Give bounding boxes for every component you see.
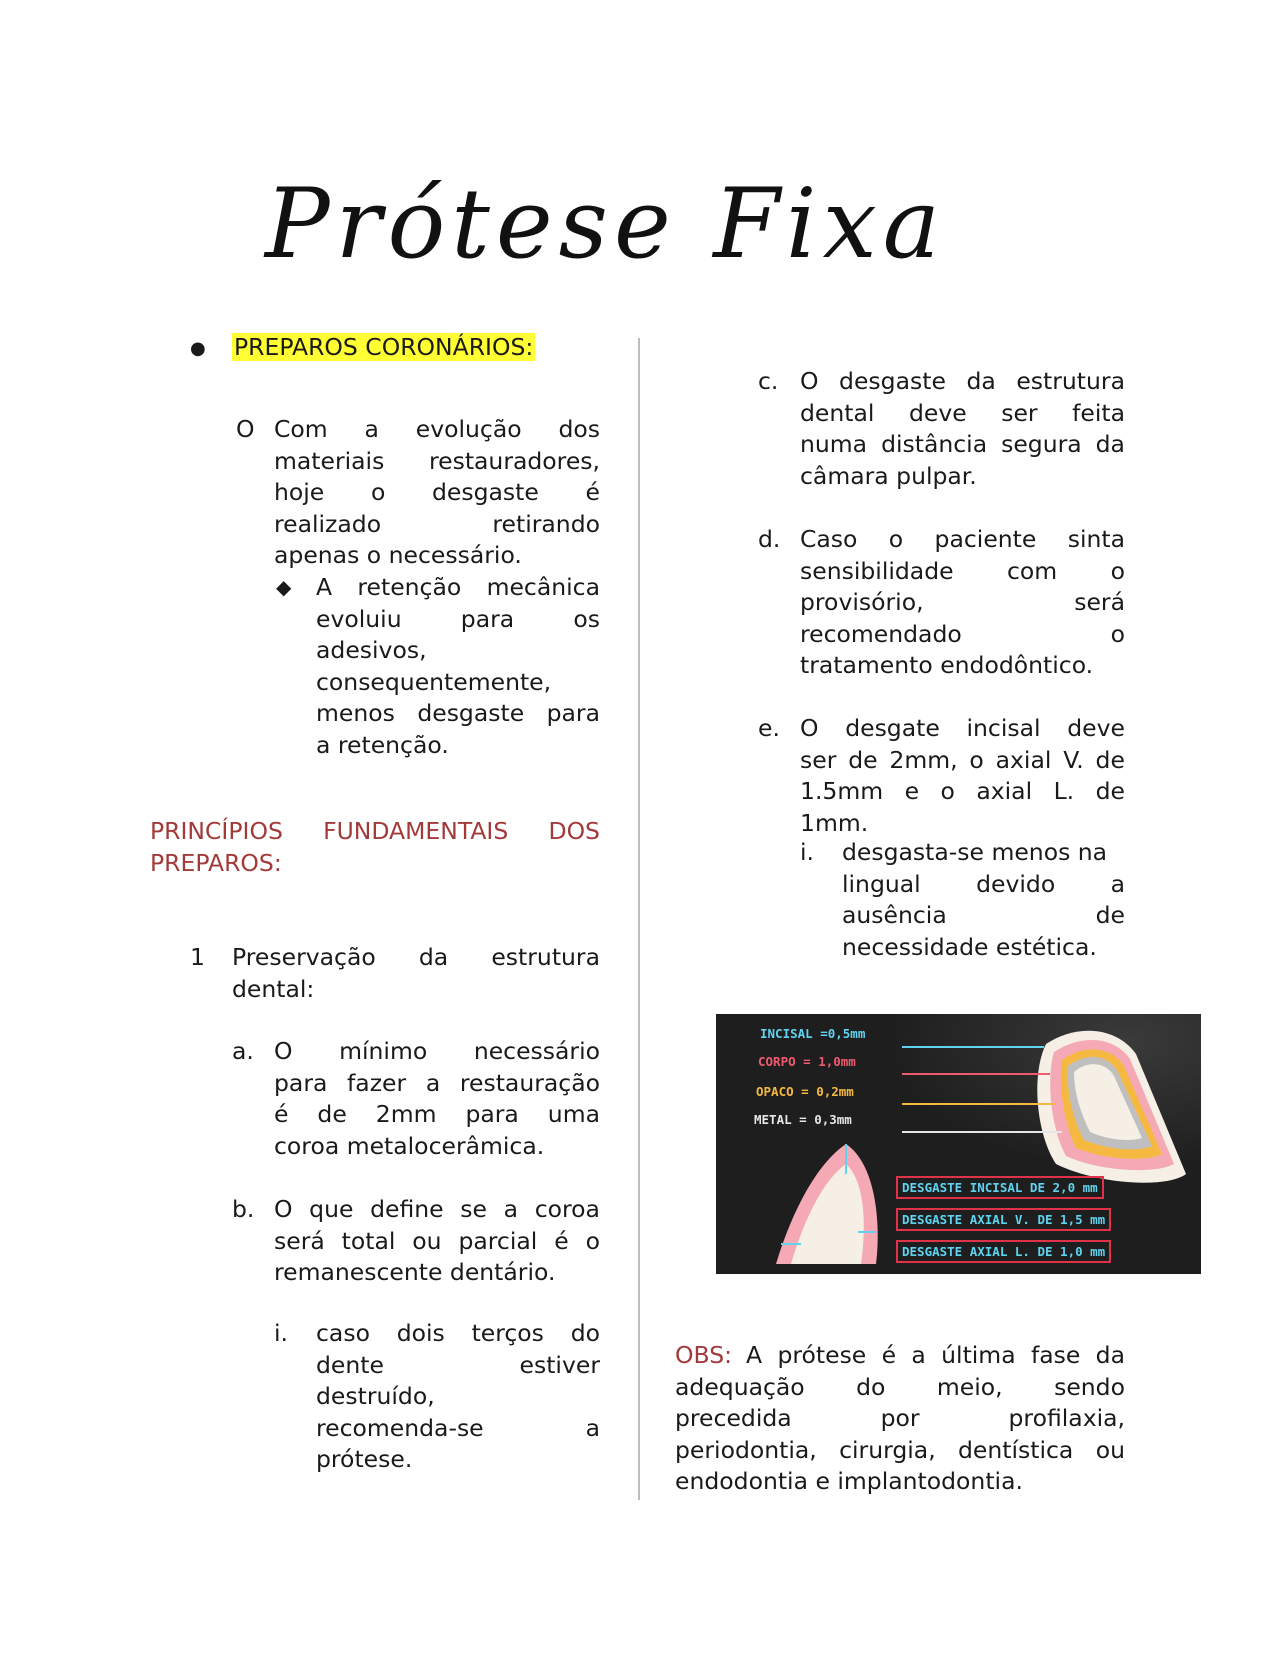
item-e-marker: e. bbox=[758, 714, 780, 742]
word: de bbox=[848, 745, 878, 774]
text-line bbox=[675, 1372, 1125, 1404]
word: provisório, bbox=[800, 588, 924, 616]
word: sendo bbox=[1054, 1372, 1125, 1401]
obs-first-words bbox=[746, 1340, 1125, 1372]
text-line bbox=[800, 556, 1125, 588]
text-line bbox=[800, 776, 1125, 808]
text-line bbox=[274, 540, 600, 572]
text-line bbox=[842, 932, 1125, 964]
text-line bbox=[675, 1403, 1125, 1435]
word: periodontia, bbox=[675, 1435, 817, 1464]
word: ser bbox=[1001, 398, 1038, 427]
word: a bbox=[911, 1341, 926, 1369]
word: para bbox=[465, 1100, 519, 1128]
word: restauração bbox=[459, 1068, 600, 1097]
word: Caso bbox=[800, 525, 858, 553]
text-line bbox=[274, 1099, 600, 1131]
word: dental: bbox=[232, 974, 315, 1003]
word: desgaste bbox=[417, 699, 525, 727]
word: para bbox=[546, 699, 600, 727]
text-line bbox=[675, 1466, 1125, 1498]
section-heading bbox=[232, 332, 535, 364]
text-line bbox=[842, 869, 1125, 901]
word: de bbox=[1095, 777, 1125, 805]
word: profilaxia, bbox=[1008, 1404, 1125, 1432]
word: A bbox=[746, 1341, 763, 1369]
word: axial bbox=[976, 777, 1033, 805]
word: última bbox=[941, 1341, 1016, 1369]
text-line bbox=[316, 1413, 600, 1445]
word: evoluiu bbox=[316, 604, 402, 633]
text-line bbox=[274, 1226, 600, 1258]
word: recomenda-se bbox=[316, 1413, 484, 1442]
label-metal: METAL = 0,3mm bbox=[754, 1112, 852, 1127]
word: e bbox=[904, 777, 920, 805]
word: a bbox=[1110, 869, 1125, 898]
word: paciente bbox=[934, 525, 1037, 553]
word: o bbox=[940, 777, 955, 805]
word: mínimo bbox=[339, 1037, 428, 1065]
word: 1.5mm bbox=[800, 777, 884, 805]
item-c-marker: c. bbox=[758, 367, 779, 395]
word: 2mm, bbox=[889, 745, 958, 774]
text-line bbox=[274, 1257, 600, 1289]
word: DOS bbox=[548, 817, 600, 845]
text-line bbox=[274, 477, 600, 509]
word: total bbox=[341, 1226, 396, 1255]
text-line bbox=[800, 587, 1125, 619]
word: dente bbox=[316, 1350, 384, 1379]
word: uma bbox=[547, 1100, 600, 1128]
tooth-diagram bbox=[716, 1014, 1201, 1274]
label-incisal: INCISAL =0,5mm bbox=[760, 1026, 866, 1041]
word: da bbox=[966, 367, 996, 395]
word: axial bbox=[995, 745, 1052, 774]
text-line bbox=[800, 524, 1125, 556]
heading-highlight: PREPAROS CORONÁRIOS: bbox=[234, 333, 534, 361]
word: sinta bbox=[1067, 525, 1125, 553]
word: dos bbox=[558, 415, 600, 443]
word: será bbox=[1074, 588, 1125, 616]
word: o bbox=[585, 1226, 600, 1255]
word: da bbox=[418, 943, 449, 971]
word: tratamento endodôntico. bbox=[800, 651, 1094, 679]
word: O bbox=[800, 367, 819, 395]
word: necessário bbox=[473, 1037, 600, 1065]
word: materiais bbox=[274, 446, 385, 475]
text-line bbox=[800, 619, 1125, 651]
box-desgaste-incisal: DESGASTE INCISAL DE 2,0 mm bbox=[896, 1176, 1104, 1199]
text-line bbox=[274, 1068, 600, 1100]
word: prótese bbox=[777, 1341, 867, 1369]
word: de bbox=[317, 1100, 347, 1128]
word: evolução bbox=[415, 415, 522, 443]
word: cirurgia, bbox=[839, 1435, 936, 1464]
text-line bbox=[274, 446, 600, 478]
word: desgaste bbox=[432, 478, 539, 506]
box-desgaste-axial-l: DESGASTE AXIAL L. DE 1,0 mm bbox=[896, 1240, 1111, 1263]
text-line bbox=[274, 509, 600, 541]
word: 2mm bbox=[375, 1100, 437, 1128]
word: destruído, bbox=[316, 1382, 435, 1410]
word: o bbox=[370, 478, 386, 506]
word: o bbox=[1110, 619, 1125, 648]
text-line bbox=[316, 635, 600, 667]
item-e-i-marker: i. bbox=[800, 838, 814, 866]
word: da bbox=[1095, 1341, 1125, 1369]
text-line bbox=[316, 730, 600, 762]
word: L. bbox=[1053, 777, 1075, 805]
text-line bbox=[800, 713, 1125, 745]
tooth-preparation-figure bbox=[716, 1014, 1201, 1274]
word: desgate bbox=[845, 714, 940, 742]
word: deve bbox=[1067, 714, 1125, 742]
word: estrutura bbox=[1016, 367, 1125, 395]
word: feita bbox=[1072, 398, 1125, 427]
text-line bbox=[316, 1381, 600, 1413]
word: a retenção. bbox=[316, 730, 449, 759]
word: com bbox=[1006, 556, 1058, 585]
word: PREPAROS: bbox=[150, 848, 282, 877]
text-line bbox=[842, 837, 1125, 869]
item-b-marker: b. bbox=[232, 1195, 255, 1223]
text-line bbox=[150, 816, 600, 848]
text-line bbox=[316, 604, 600, 636]
word: V. bbox=[1063, 745, 1084, 774]
word: que bbox=[309, 1195, 354, 1223]
text-line bbox=[800, 429, 1125, 461]
word: a bbox=[425, 1068, 441, 1097]
word: dental bbox=[800, 398, 875, 427]
word: o bbox=[888, 525, 904, 553]
word: é bbox=[585, 478, 600, 506]
word: adequação bbox=[675, 1372, 805, 1401]
word: FUNDAMENTAIS bbox=[323, 817, 509, 845]
word: retenção bbox=[357, 573, 462, 601]
text-line bbox=[800, 366, 1125, 398]
box-desgaste-axial-v: DESGASTE AXIAL V. DE 1,5 mm bbox=[896, 1208, 1111, 1231]
word: de bbox=[1095, 745, 1125, 774]
word: o bbox=[969, 745, 984, 774]
word: Preservação bbox=[232, 943, 376, 971]
text-line bbox=[232, 942, 600, 974]
word: é bbox=[881, 1341, 897, 1369]
word: necessidade estética. bbox=[842, 932, 1097, 961]
word: incisal bbox=[966, 714, 1041, 742]
word: o bbox=[1110, 556, 1125, 585]
word: será bbox=[274, 1226, 325, 1255]
word: precedida bbox=[675, 1404, 792, 1432]
word: por bbox=[880, 1404, 920, 1432]
text-line bbox=[232, 974, 600, 1006]
item-d-marker: d. bbox=[758, 525, 781, 553]
word: estrutura bbox=[491, 943, 600, 971]
word: realizado bbox=[274, 509, 382, 538]
item-b-i-marker: i. bbox=[274, 1319, 288, 1347]
word: a bbox=[364, 415, 379, 443]
word: meio, bbox=[936, 1372, 1003, 1401]
word: retirando bbox=[492, 509, 600, 538]
text-line bbox=[274, 1036, 600, 1068]
obs-label: OBS: bbox=[675, 1341, 733, 1369]
page-title bbox=[225, 150, 945, 300]
word: ou bbox=[412, 1226, 442, 1255]
word: remanescente dentário. bbox=[274, 1258, 556, 1286]
word: menos bbox=[316, 699, 395, 727]
word: caso bbox=[316, 1319, 370, 1347]
word: terços bbox=[471, 1319, 544, 1347]
word: a bbox=[503, 1195, 519, 1223]
word: deve bbox=[908, 398, 967, 427]
word: se bbox=[460, 1195, 487, 1223]
word: apenas o necessário. bbox=[274, 541, 522, 569]
word: a bbox=[585, 1413, 600, 1442]
word: fazer bbox=[347, 1068, 407, 1097]
text-line bbox=[800, 808, 1125, 840]
title-text: Prótese Fixa bbox=[265, 168, 946, 280]
text-line bbox=[800, 745, 1125, 777]
word: da bbox=[1095, 430, 1125, 458]
text-line bbox=[274, 1194, 600, 1226]
text-line bbox=[675, 1435, 1125, 1467]
word: prótese. bbox=[316, 1445, 413, 1473]
word: restauradores, bbox=[428, 446, 600, 475]
word: ausência bbox=[842, 901, 947, 929]
word: devido bbox=[976, 869, 1056, 898]
word: fase bbox=[1030, 1341, 1081, 1369]
text-line bbox=[316, 1444, 600, 1476]
bullet-dot-icon: ● bbox=[190, 338, 206, 359]
word: os bbox=[573, 604, 600, 633]
text-line bbox=[316, 698, 600, 730]
word: de bbox=[1095, 901, 1125, 929]
text-line bbox=[316, 572, 600, 604]
text-line bbox=[316, 1318, 600, 1350]
word: dois bbox=[396, 1319, 445, 1347]
text-line bbox=[800, 461, 1125, 493]
word: ser bbox=[800, 745, 837, 774]
text-line bbox=[316, 667, 600, 699]
word: Com bbox=[274, 415, 328, 443]
word: A bbox=[316, 573, 333, 601]
diamond-bullet-icon: ◆ bbox=[276, 575, 292, 599]
word: O bbox=[274, 1037, 293, 1065]
word: consequentemente, bbox=[316, 667, 552, 696]
word: segura bbox=[1001, 430, 1082, 458]
text-line bbox=[800, 650, 1125, 682]
item-a-marker: a. bbox=[232, 1037, 254, 1065]
word: do bbox=[856, 1372, 886, 1401]
word: mecânica bbox=[486, 573, 600, 601]
text-line bbox=[800, 398, 1125, 430]
label-opaco: OPACO = 0,2mm bbox=[756, 1084, 854, 1099]
label-corpo: CORPO = 1,0mm bbox=[758, 1054, 856, 1069]
word: para bbox=[460, 604, 515, 633]
text-line bbox=[150, 848, 600, 880]
word: parcial bbox=[458, 1226, 538, 1255]
word: sensibilidade bbox=[800, 556, 954, 585]
word: desgasta-se menos na bbox=[842, 838, 1108, 866]
word: numa bbox=[800, 430, 868, 458]
sub-bullet-marker: O bbox=[236, 415, 255, 443]
word: lingual bbox=[842, 869, 921, 898]
word: é bbox=[274, 1100, 289, 1128]
word: para bbox=[274, 1068, 328, 1097]
word: adesivos, bbox=[316, 636, 427, 664]
word: O bbox=[274, 1195, 293, 1223]
word: coroa metalocerâmica. bbox=[274, 1131, 545, 1160]
word: dentística bbox=[958, 1435, 1074, 1464]
text-line bbox=[316, 1350, 600, 1382]
word: hoje bbox=[274, 478, 325, 506]
word: estiver bbox=[519, 1350, 600, 1379]
word: do bbox=[570, 1319, 600, 1347]
word: O bbox=[800, 714, 819, 742]
word: recomendado bbox=[800, 619, 962, 648]
item-1-marker: 1 bbox=[190, 943, 205, 971]
text-line bbox=[842, 900, 1125, 932]
word: desgaste bbox=[839, 367, 946, 395]
word: é bbox=[554, 1226, 569, 1255]
column-divider bbox=[638, 338, 640, 1500]
word: distância bbox=[881, 430, 988, 458]
word: 1mm. bbox=[800, 808, 869, 837]
word: PRINCÍPIOS bbox=[150, 817, 283, 845]
word: coroa bbox=[534, 1195, 600, 1223]
text-line bbox=[274, 414, 600, 446]
word: câmara pulpar. bbox=[800, 461, 977, 490]
word: ou bbox=[1095, 1435, 1125, 1464]
obs-first-line bbox=[675, 1340, 1125, 1372]
word: endodontia e implantodontia. bbox=[675, 1467, 1023, 1495]
word: define bbox=[370, 1195, 444, 1223]
text-line bbox=[274, 1131, 600, 1163]
